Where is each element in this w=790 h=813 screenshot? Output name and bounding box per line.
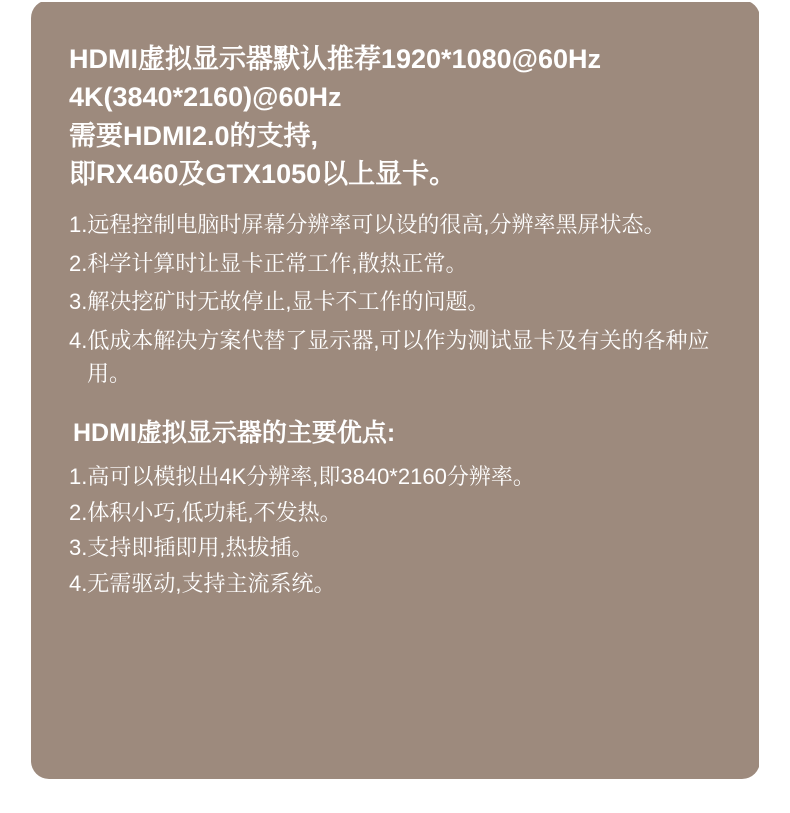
list-item: 4.无需驱动,支持主流系统。 (69, 570, 336, 596)
headline-line-1: HDMI虚拟显示器默认推荐1920*1080@60Hz (69, 44, 601, 74)
right-margin (759, 0, 790, 813)
headline-line-2: 4K(3840*2160)@60Hz (69, 82, 342, 113)
content-panel (31, 0, 760, 779)
top-margin (0, 0, 790, 2)
list-item: 2.科学计算时让显卡正常工作,散热正常。 (69, 250, 468, 276)
list-item: 4.低成本解决方案代替了显示器,可以作为测试显卡及有关的各种应用。 (69, 327, 710, 386)
list-item: 3.支持即插即用,热拔插。 (69, 535, 314, 561)
list-item: 3.解决挖矿时无故停止,显卡不工作的问题。 (69, 289, 490, 315)
bottom-margin (0, 779, 790, 813)
left-margin (0, 0, 31, 813)
headline-block (69, 40, 734, 193)
content-container (69, 40, 734, 602)
list-item: 1.高可以模拟出4K分辨率,即3840*2160分辨率。 (69, 464, 535, 490)
section-subheading: HDMI虚拟显示器的主要优点: (73, 419, 396, 448)
list-item: 2.体积小巧,低功耗,不发热。 (69, 499, 342, 525)
advantages-list (69, 459, 734, 602)
headline-line-3: 需要HDMI2.0的支持, (69, 120, 319, 151)
headline-line-4: 即RX460及GTX1050以上显卡。 (69, 158, 457, 189)
features-list (69, 209, 734, 390)
list-item: 1.远程控制电脑时屏幕分辨率可以设的很高,分辨率黑屏状态。 (69, 212, 666, 238)
